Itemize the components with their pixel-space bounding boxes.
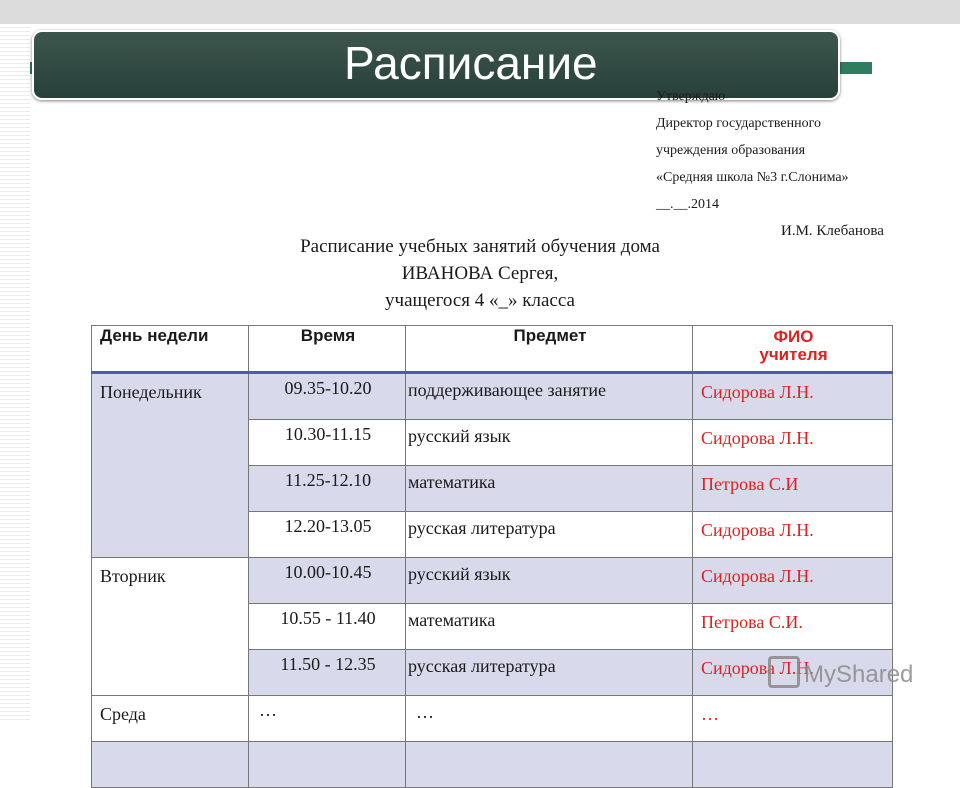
teacher-cell: Петрова С.И. xyxy=(693,604,893,650)
time-cell: 09.35-10.20 xyxy=(249,373,406,420)
time-cell-empty xyxy=(249,742,406,788)
subject-cell: … xyxy=(406,696,693,742)
approval-signer: И.М. Клебанова xyxy=(781,223,884,239)
schedule-table xyxy=(91,325,893,788)
teacher-cell: Сидорова Л.Н. xyxy=(693,558,893,604)
teacher-cell-empty xyxy=(693,742,893,788)
table-header-row xyxy=(92,326,893,373)
table-row xyxy=(92,373,893,420)
header-subject: Предмет xyxy=(406,326,693,373)
schedule-heading xyxy=(200,233,760,314)
approval-line: «Средняя школа №3 г.Слонима» xyxy=(656,170,849,185)
header-teacher-line2: учителя xyxy=(759,345,828,364)
table-row xyxy=(92,696,893,742)
time-cell: 12.20-13.05 xyxy=(249,512,406,558)
presentation-icon xyxy=(768,656,800,688)
subject-cell: русская литература xyxy=(406,650,693,696)
teacher-cell: Сидорова Л.Н. xyxy=(693,420,893,466)
teacher-cell: Петрова С.И xyxy=(693,466,893,512)
approval-line: Директор государственного xyxy=(656,116,821,131)
day-cell: Понедельник xyxy=(92,373,249,558)
subject-cell: поддерживающее занятие xyxy=(406,373,693,420)
day-cell-empty xyxy=(92,742,249,788)
table-row-empty xyxy=(92,742,893,788)
time-cell: 11.50 - 12.35 xyxy=(249,650,406,696)
teacher-cell: Сидорова Л.Н. xyxy=(693,512,893,558)
student-class: учащегося 4 «_» класса xyxy=(385,290,575,311)
approval-block xyxy=(656,83,946,245)
header-teacher-line1: ФИО xyxy=(773,327,814,346)
header-day: День недели xyxy=(92,326,249,373)
subject-cell: русский язык xyxy=(406,558,693,604)
table-row xyxy=(92,558,893,604)
teacher-cell: … xyxy=(693,696,893,742)
page-title: Расписание xyxy=(344,37,598,89)
student-name: ИВАНОВА Сергея, xyxy=(401,263,559,284)
header-teacher xyxy=(693,326,893,373)
time-cell: 10.55 - 11.40 xyxy=(249,604,406,650)
heading-line: Расписание учебных занятий обучения дома xyxy=(300,236,660,257)
subject-cell-empty xyxy=(406,742,693,788)
day-cell: Среда xyxy=(92,696,249,742)
watermark-text: MyShared xyxy=(804,661,914,688)
approval-line: учреждения образования xyxy=(656,143,806,158)
time-cell: … xyxy=(249,696,406,742)
header-time: Время xyxy=(249,326,406,373)
subject-cell: русский язык xyxy=(406,420,693,466)
watermark-logo xyxy=(768,656,913,689)
subject-cell: математика xyxy=(406,466,693,512)
teacher-cell: Сидорова Л.Н. xyxy=(693,373,893,420)
time-cell: 11.25-12.10 xyxy=(249,466,406,512)
approval-date: __.__.2014 xyxy=(656,197,719,212)
subject-cell: математика xyxy=(406,604,693,650)
approval-line: Утверждаю xyxy=(656,89,726,104)
time-cell: 10.30-11.15 xyxy=(249,420,406,466)
teacher-cell: Сидорова Л.Н. xyxy=(693,650,893,696)
top-band xyxy=(0,0,960,24)
subject-cell: русская литература xyxy=(406,512,693,558)
day-cell: Вторник xyxy=(92,558,249,696)
time-cell: 10.00-10.45 xyxy=(249,558,406,604)
